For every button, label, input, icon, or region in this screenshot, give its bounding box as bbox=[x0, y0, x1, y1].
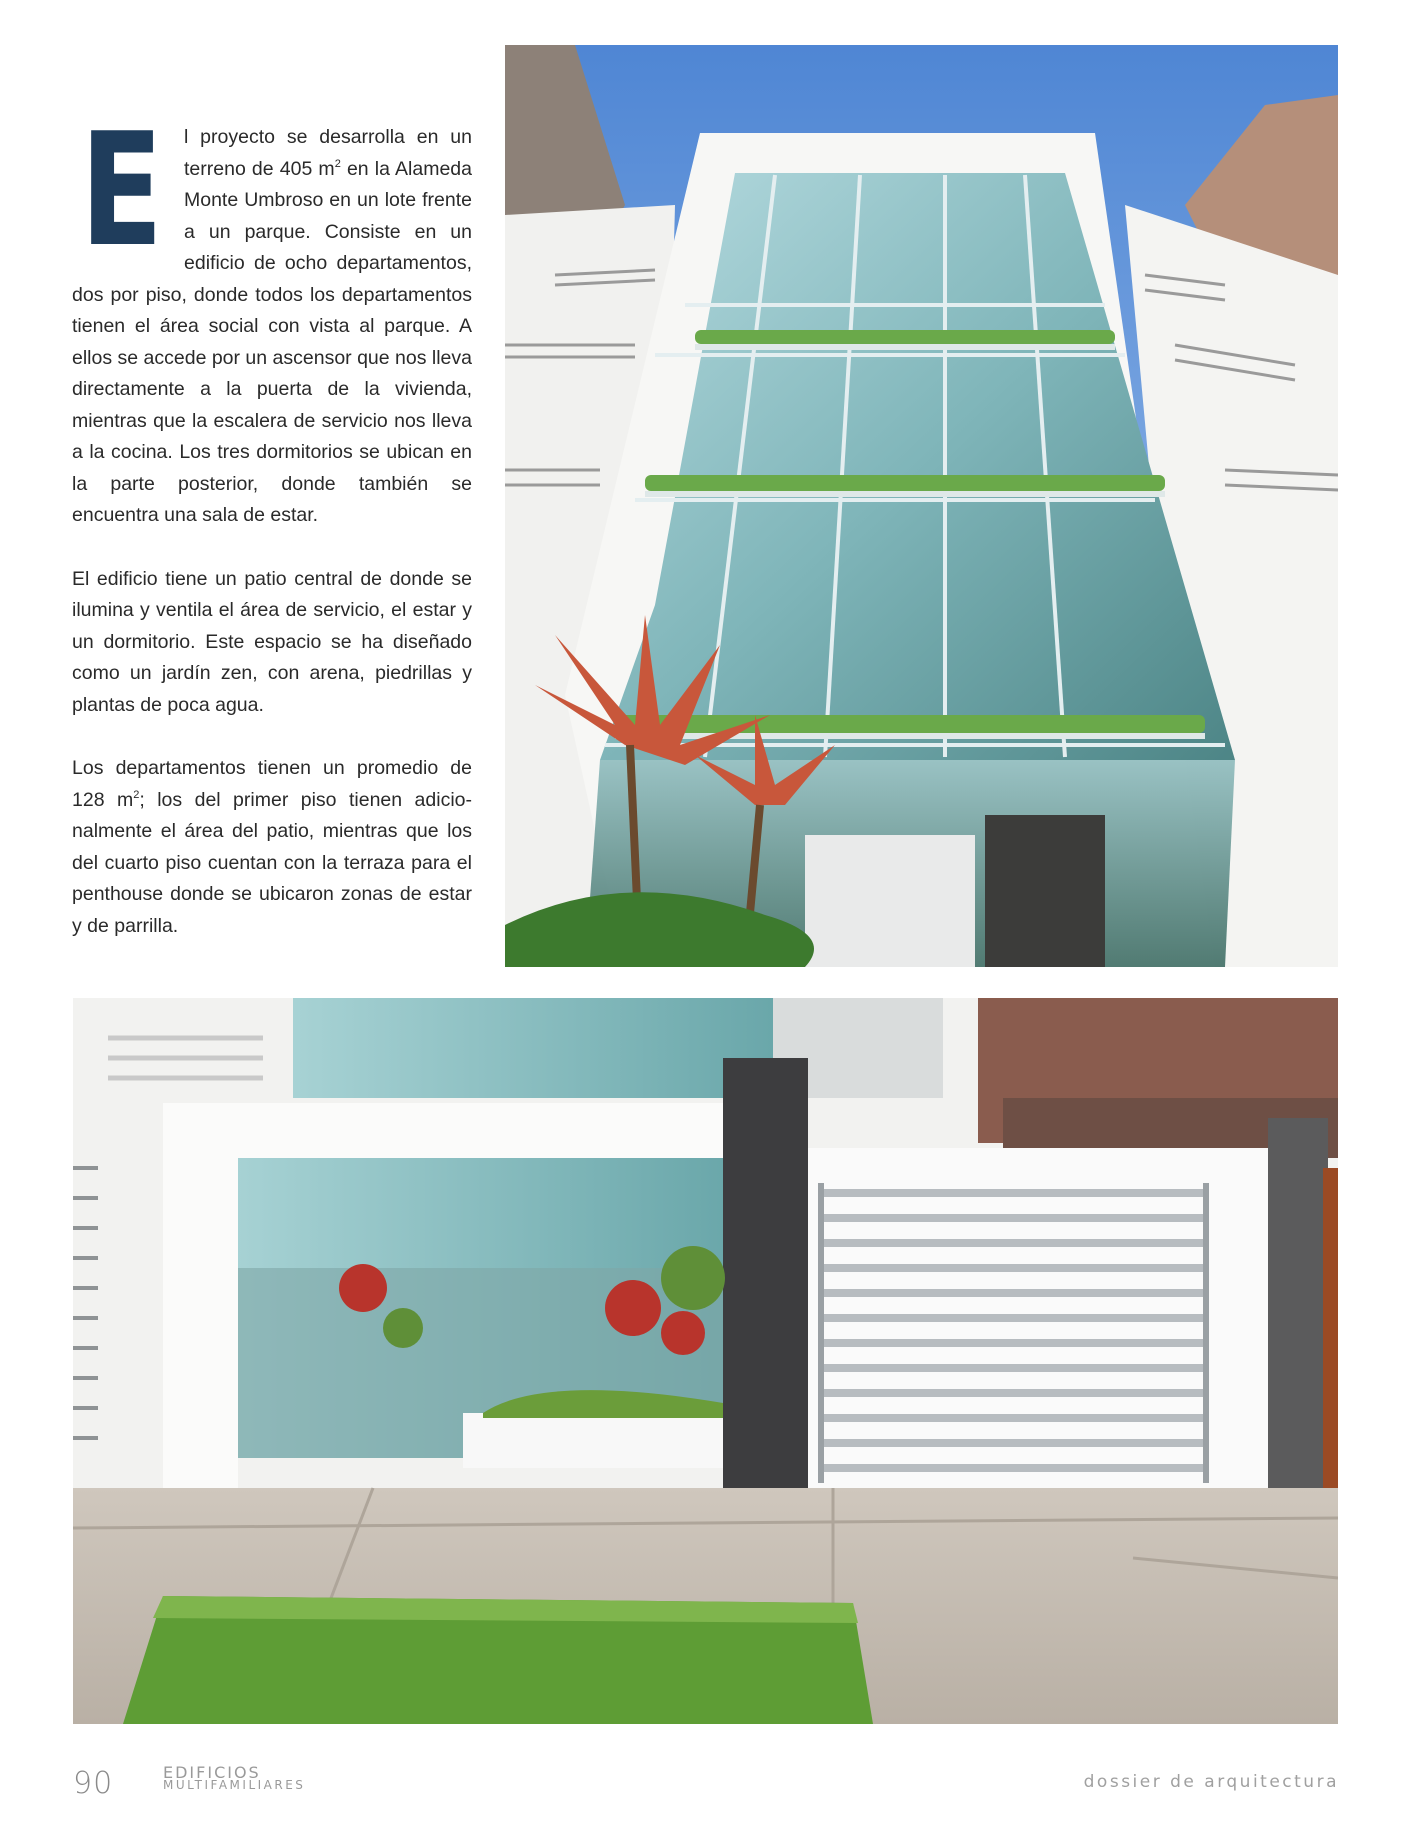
brand-line-2: MULTIFAMILIARES bbox=[163, 1778, 306, 1792]
brand-line-1: EDIFICIOS bbox=[163, 1763, 261, 1782]
paragraph-3 bbox=[72, 753, 472, 942]
street-entrance-photo bbox=[73, 998, 1338, 1724]
paragraph-1-text-a: l proyecto se desarrolla en un terreno de 405 m bbox=[184, 126, 472, 180]
superscript-squared: 2 bbox=[133, 788, 140, 801]
magazine-brand bbox=[163, 1763, 306, 1792]
paragraph-3-text-b: ; los del primer piso tienen adicionalmente el área del patio, mientras que los del cuarto piso cuentan con la terraza para el penthouse donde se ubicaron zonas de estar y de parrilla. bbox=[72, 788, 472, 937]
paragraph-1-text-b: en la Alameda Monte Umbroso en un lote frente a un parque. Consiste en un edificio de ocho departamentos, dos por piso, donde todos los departamentos tienen el área social con vista al parque. A ellos se accede por un ascensor que nos lleva directamente a la puerta de la vivienda, mientras que la escalera de servicio nos lleva a la cocina. Los tres dormitorios se ubican en la parte posterior, donde también se encuentra una sala de estar. bbox=[72, 157, 472, 526]
paragraph-1 bbox=[72, 99, 472, 532]
superscript-squared: 2 bbox=[334, 157, 341, 170]
article-body bbox=[72, 99, 472, 974]
page-footer bbox=[0, 1763, 1417, 1806]
section-title: dossier de arquitectura bbox=[1083, 1772, 1339, 1792]
paragraph-3-text-a: Los departamentos tienen un promedio de 128 m bbox=[72, 757, 472, 811]
drop-cap: E bbox=[80, 99, 164, 281]
building-facade-photo bbox=[505, 45, 1338, 967]
entrance-illustration bbox=[73, 998, 1338, 1724]
paragraph-2: El edificio tiene un patio central de donde se ilumina y ventila el área de servicio, el estar y un dormitorio. Este espacio se ha diseñado como un jardín zen, con arena, piedrillas y plantas de poca agua. bbox=[72, 567, 472, 716]
page-number: 90 bbox=[73, 1766, 114, 1801]
facade-illustration bbox=[505, 45, 1338, 967]
